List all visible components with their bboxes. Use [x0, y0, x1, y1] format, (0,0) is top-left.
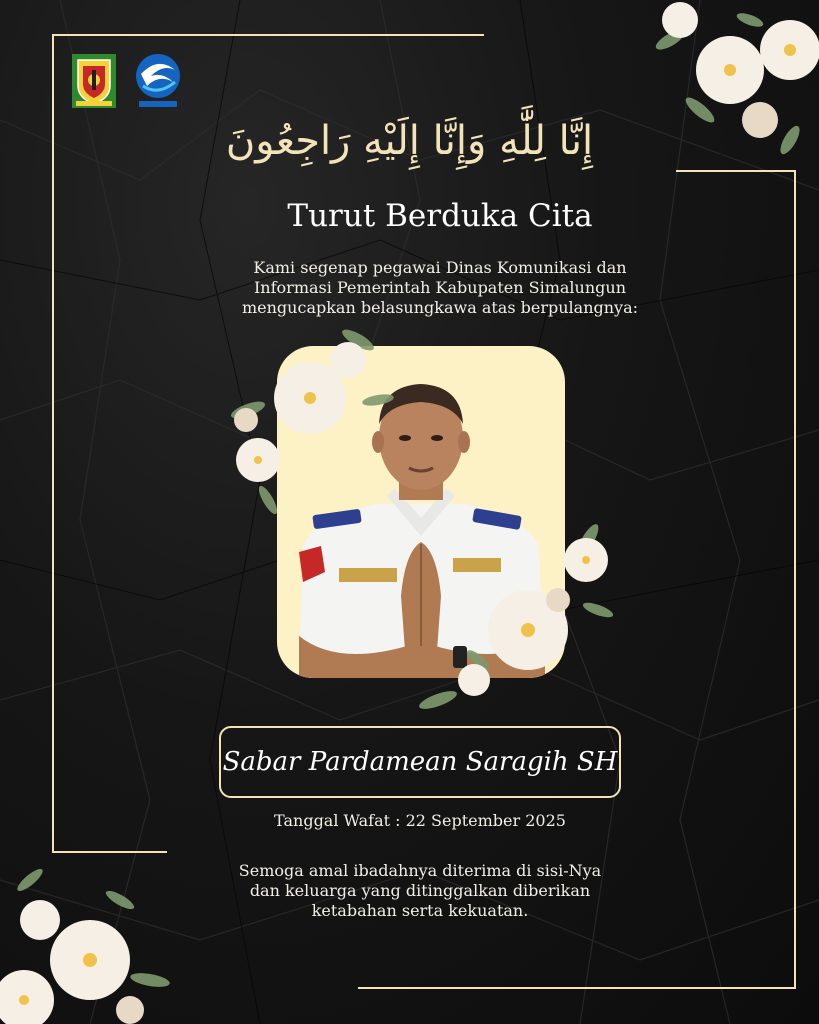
- simalungun-regency-emblem: [72, 54, 116, 108]
- intro-text: [210, 258, 670, 318]
- page-title: Turut Berduka Cita: [287, 198, 593, 234]
- closing-line: dan keluarga yang ditinggalkan diberikan: [249, 881, 591, 900]
- closing-line: ketabahan serta kekuatan.: [311, 901, 529, 920]
- frame-top-right-line: [676, 170, 794, 172]
- deceased-name-box: [219, 726, 621, 798]
- flower-decoration-photo-top-left: [228, 320, 408, 530]
- frame-right-line: [794, 170, 796, 988]
- kominfo-logo: [133, 52, 183, 110]
- flower-decoration-bottom-left: [0, 860, 180, 1024]
- intro-line: Informasi Pemerintah Kabupaten Simalungun: [253, 278, 626, 297]
- closing-prayer-text: [190, 861, 650, 921]
- flower-decoration-photo-bottom-right: [418, 500, 618, 720]
- flower-decoration-top-right: [640, 0, 819, 160]
- deceased-name: Sabar Pardamean Saragih SH: [222, 747, 618, 777]
- arabic-calligraphy-verse: إِنَّا لِلَّٰهِ وَإِنَّا إِلَيْهِ رَاجِعُونَ: [225, 118, 594, 164]
- intro-line: Kami segenap pegawai Dinas Komunikasi dan: [253, 258, 627, 277]
- frame-bottom-left-line: [52, 851, 167, 853]
- date-of-death: Tanggal Wafat : 22 September 2025: [274, 811, 566, 830]
- frame-bottom-right-line: [358, 987, 796, 989]
- intro-line: mengucapkan belasungkawa atas berpulangnya:: [241, 298, 639, 317]
- closing-line: Semoga amal ibadahnya diterima di sisi-Nya: [238, 861, 602, 880]
- frame-top-left-line: [52, 34, 484, 36]
